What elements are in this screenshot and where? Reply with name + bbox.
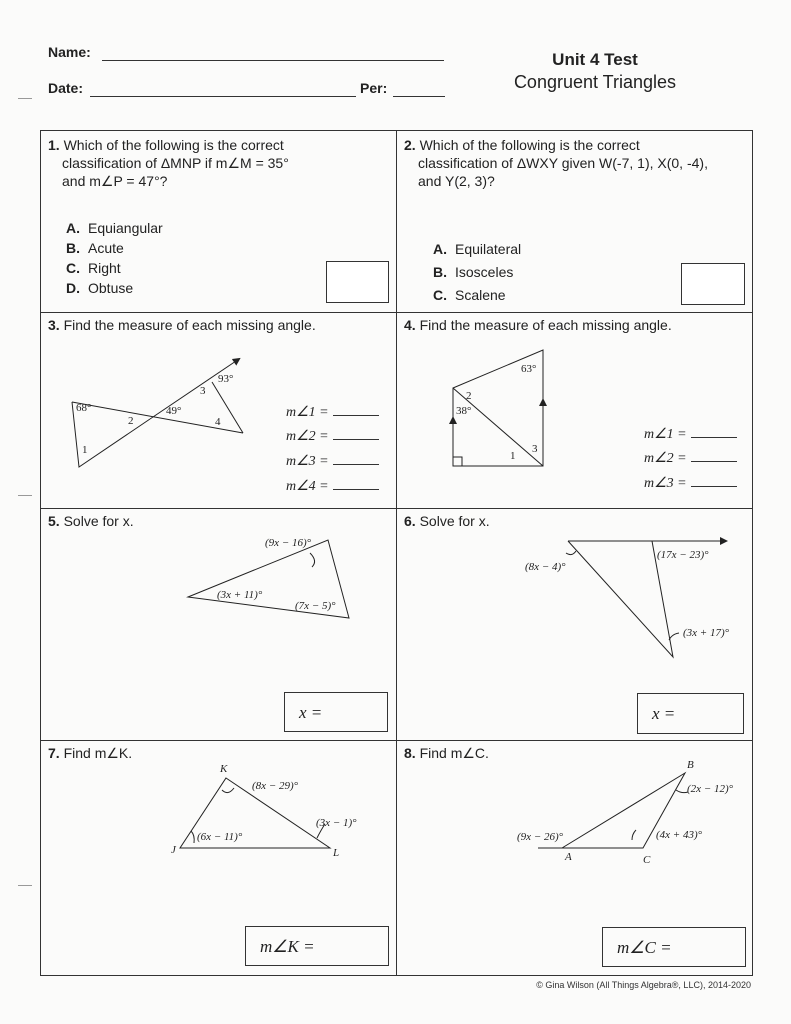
question-2: [404, 136, 749, 190]
column-divider: [396, 130, 397, 976]
option-a[interactable]: A. Equilateral: [433, 241, 522, 257]
q3-label-4: 4: [215, 416, 221, 428]
q7-answer-box[interactable]: m∠K =: [245, 926, 389, 966]
q3-label-1: 1: [82, 444, 88, 456]
q8-answer-box[interactable]: m∠C =: [602, 927, 746, 967]
option-b[interactable]: B. Isosceles: [433, 264, 514, 280]
question-text: classification of ΔMNP if m∠M = 35°: [62, 155, 289, 171]
q5-label-left: (3x + 11)°: [217, 589, 263, 601]
unit-title: Unit 4 Test: [552, 50, 638, 69]
question-text: and m∠P = 47°?: [62, 173, 168, 189]
question-text: Which of the following is the correct: [419, 137, 640, 153]
q7-vertex-j: J: [171, 844, 176, 856]
question-number: 5.: [48, 513, 60, 529]
name-label: Name:: [48, 44, 91, 60]
q4-answer-2[interactable]: m∠2 =: [644, 450, 737, 467]
punch-mark: [18, 885, 32, 886]
q3-label-93: 93°: [218, 373, 234, 385]
question-text: Find the measure of each missing angle.: [63, 317, 316, 333]
q7-vertex-k: K: [220, 763, 228, 775]
question-text: Find the measure of each missing angle.: [419, 317, 672, 333]
punch-mark: [18, 98, 32, 99]
option-a[interactable]: A. Equiangular: [66, 220, 163, 236]
name-line[interactable]: [102, 60, 444, 61]
question-1: [48, 136, 388, 190]
q4-answer-1[interactable]: m∠1 =: [644, 426, 737, 443]
question-number: 8.: [404, 745, 416, 761]
q5-answer-box[interactable]: x =: [284, 692, 388, 732]
question-8: [404, 744, 489, 762]
option-b[interactable]: B. Acute: [66, 240, 124, 256]
q6-label-bottom: (3x + 17)°: [683, 627, 730, 639]
question-text: Find m∠C.: [419, 745, 489, 761]
q3-label-2: 2: [128, 415, 134, 427]
q8-label-a: (9x − 26)°: [517, 831, 564, 843]
question-text: Solve for x.: [63, 513, 134, 529]
q7-label-k: (8x − 29)°: [252, 780, 299, 792]
q3-answer-4[interactable]: m∠4 =: [286, 478, 379, 495]
period-label: Per:: [360, 80, 388, 96]
question-3: [48, 316, 388, 334]
q7-label-l: (3x − 1)°: [316, 817, 357, 829]
punch-mark: [18, 495, 32, 496]
q6-label-ext: (17x − 23)°: [657, 549, 709, 561]
q8-vertex-b: B: [687, 759, 694, 771]
question-number: 3.: [48, 317, 60, 333]
q8-vertex-a: A: [565, 851, 572, 863]
q4-answer-3[interactable]: m∠3 =: [644, 475, 737, 492]
q8-vertex-c: C: [643, 854, 651, 866]
option-c[interactable]: C. Scalene: [433, 287, 506, 303]
q4-label-38: 38°: [456, 405, 472, 417]
q2-answer-box[interactable]: [681, 263, 745, 305]
question-text: Which of the following is the correct: [63, 137, 284, 153]
question-text: Solve for x.: [419, 513, 490, 529]
question-number: 7.: [48, 745, 60, 761]
q7-label-j: (6x − 11)°: [197, 831, 243, 843]
option-d[interactable]: D. Obtuse: [66, 280, 134, 296]
q8-label-c: (4x + 43)°: [656, 829, 703, 841]
period-line[interactable]: [393, 96, 445, 97]
question-text: Find m∠K.: [63, 745, 133, 761]
q5-label-right: (7x − 5)°: [295, 600, 336, 612]
q1-answer-box[interactable]: [326, 261, 389, 303]
question-number: 1.: [48, 137, 60, 153]
option-c[interactable]: C. Right: [66, 260, 121, 276]
q3-label-68: 68°: [76, 402, 92, 414]
q1-options: [66, 218, 163, 298]
q3-answer-2[interactable]: m∠2 =: [286, 428, 379, 445]
question-7: [48, 744, 132, 762]
date-label: Date:: [48, 80, 84, 96]
q8-label-b: (2x − 12)°: [687, 783, 734, 795]
unit-subtitle: Congruent Triangles: [513, 72, 677, 92]
date-line[interactable]: [90, 96, 356, 97]
q4-label-3: 3: [532, 443, 538, 455]
question-text: classification of ΔWXY given W(-7, 1), X(0, -4),: [418, 155, 708, 171]
question-5: [48, 512, 134, 530]
q3-answer-3[interactable]: m∠3 =: [286, 453, 379, 470]
q6-answer-box[interactable]: x =: [637, 693, 744, 734]
q6-label-left: (8x − 4)°: [525, 561, 566, 573]
q4-label-1: 1: [510, 450, 516, 462]
q2-options: [433, 238, 521, 307]
question-number: 6.: [404, 513, 416, 529]
q3-answer-1[interactable]: m∠1 =: [286, 404, 379, 421]
question-number: 4.: [404, 317, 416, 333]
question-6: [404, 512, 490, 530]
question-text: and Y(2, 3)?: [418, 173, 495, 189]
question-4: [404, 316, 749, 334]
q7-vertex-l: L: [333, 847, 340, 859]
q4-label-63: 63°: [521, 363, 537, 375]
q3-label-3: 3: [200, 385, 206, 397]
q4-label-2: 2: [466, 390, 472, 402]
q5-label-top: (9x − 16)°: [265, 537, 312, 549]
q3-label-49: 49°: [166, 405, 182, 417]
copyright: © Gina Wilson (All Things Algebra®, LLC), 2014-2020: [536, 980, 751, 990]
question-number: 2.: [404, 137, 416, 153]
